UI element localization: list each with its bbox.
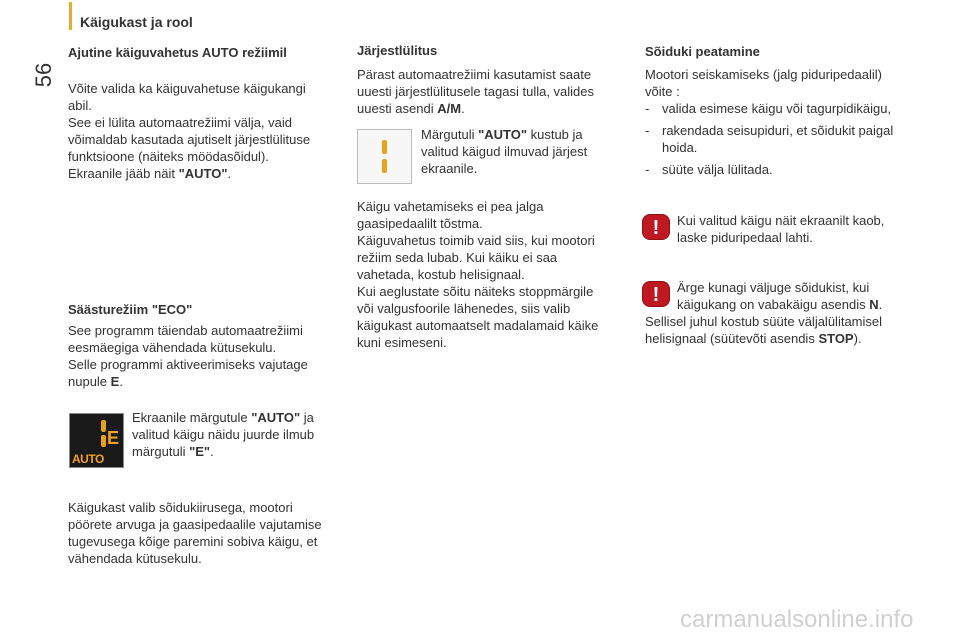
text-line: kuni esimeseni. [357, 335, 447, 350]
text-line: Käigu vahetamiseks ei pea jalga [357, 199, 544, 214]
text-line: Kui valitud käigu näit ekraanilt kaob, [677, 213, 885, 228]
text-line: Sellisel juhul kostub süüte väljalülitamisel [645, 314, 883, 329]
warning-gear-display [677, 212, 884, 246]
text-line: Selle programmi aktiveerimiseks vajutage [68, 357, 308, 372]
text-line: funktsioone (näiteks möödasõidul). [68, 149, 269, 164]
text-line: ekraanile. [421, 161, 478, 176]
text-line: uuesti järjestlülitusele tagasi tulla, valides [357, 84, 595, 99]
heading-temporary-shift: Ajutine käiguvahetus AUTO režiimil [68, 45, 287, 60]
watermark: carmanualsonline.info [680, 606, 914, 633]
text-line: Võite valida ka käiguvahetuse käigukangi [68, 81, 306, 96]
eco-letter: E [107, 428, 120, 448]
page-number: 56 [31, 62, 56, 88]
text-line: võimaldab kasutada ajutiselt järjestlülituse [68, 132, 311, 147]
text-line: helisignaal (süütevõti asendis STOP). [645, 331, 862, 346]
text-line: valitud käigu näidu juurde ilmub [132, 427, 315, 442]
warning-icon: ! [642, 214, 670, 240]
text-line: käigukang on vabakäigu asendis N. [677, 297, 883, 312]
heading-sequential-mode: Järjestlülitus [357, 43, 438, 58]
paragraph-gear-lever [68, 80, 310, 182]
list-item: - rakendada seisupiduri, et sõidukit paigal hoida. [645, 123, 894, 155]
text-line: laske piduripedaal lahti. [677, 230, 813, 245]
list-item: - süüte välja lülitada. [645, 162, 773, 177]
text-line: režiim seda lubab. Kui käiku ei saa [357, 250, 558, 265]
text-line: Ekraanile jääb näit "AUTO". [68, 166, 232, 181]
text-line: gaasipedaalilt tõstma. [357, 216, 483, 231]
text-line: pöörete arvuga ja gaasipedaalile vajutamise [68, 517, 322, 532]
text-line: Märgutuli "AUTO" kustub ja [421, 127, 583, 142]
text-line: uuesti asendi A/M. [357, 101, 465, 116]
auto-eco-indicator-icon [69, 413, 124, 468]
text-line: Pärast automaatrežiimi kasutamist saate [357, 67, 592, 82]
text-line: Ekraanile märgutule "AUTO" ja [132, 410, 314, 425]
text-line: märgutuli "E". [132, 444, 214, 459]
paragraph-eco-mode [68, 322, 308, 390]
list-item: - valida esimese käigu või tagurpidikäigu, [645, 101, 892, 116]
heading-stopping-vehicle: Sõiduki peatamine [645, 44, 760, 59]
text-line: Mootori seiskamiseks (jalg piduripedaalil) [645, 67, 882, 82]
text-line: See ei lülita automaatrežiimi välja, vaid [68, 115, 292, 130]
sequential-gear-indicator-icon [357, 129, 412, 184]
auto-label: AUTO [72, 452, 104, 466]
text-line: nupule E. [68, 374, 123, 389]
paragraph-return-sequential [357, 66, 594, 117]
header-accent-bar [69, 2, 72, 30]
text-line: See programm täiendab automaatrežiimi [68, 323, 303, 338]
text-line: Käigukast valib sõidukiirusega, mootori [68, 500, 293, 515]
text-line: Ärge kunagi väljuge sõidukist, kui [677, 280, 870, 295]
paragraph-gear-selection [68, 499, 322, 567]
warning-neutral-gear-continued [645, 313, 882, 347]
warning-neutral-gear [677, 279, 882, 313]
text-line: vähendada kütusekulu. [68, 551, 202, 566]
text-line: eesmäegiga vähendada kütusekulu. [68, 340, 277, 355]
paragraph-stopping-intro [645, 66, 882, 100]
paragraph-sequential-indicator [421, 126, 587, 177]
paragraph-shift-behaviour [357, 198, 598, 351]
text-line: tugevusega kõige paremini sobiva käigu, et [68, 534, 318, 549]
text-line: või valgusfoorile lähenedes, siis valib [357, 301, 571, 316]
text-line: abil. [68, 98, 92, 113]
section-title: Käigukast ja rool [80, 14, 193, 30]
text-line: võite : [645, 84, 680, 99]
text-line: vahetada, kostub helisignaal. [357, 267, 525, 282]
heading-eco-mode: Säästurežiim "ECO" [68, 302, 193, 317]
text-line: Kui aeglustate sõitu näiteks stoppmärgile [357, 284, 594, 299]
text-line: käigukast automaatselt madalamaid käike [357, 318, 599, 333]
warning-icon: ! [642, 281, 670, 307]
text-line: valitud käigud ilmuvad järjest [421, 144, 588, 159]
text-line: Käiguvahetus toimib vaid siis, kui mootori [357, 233, 595, 248]
paragraph-auto-eco-indicator [132, 409, 314, 460]
